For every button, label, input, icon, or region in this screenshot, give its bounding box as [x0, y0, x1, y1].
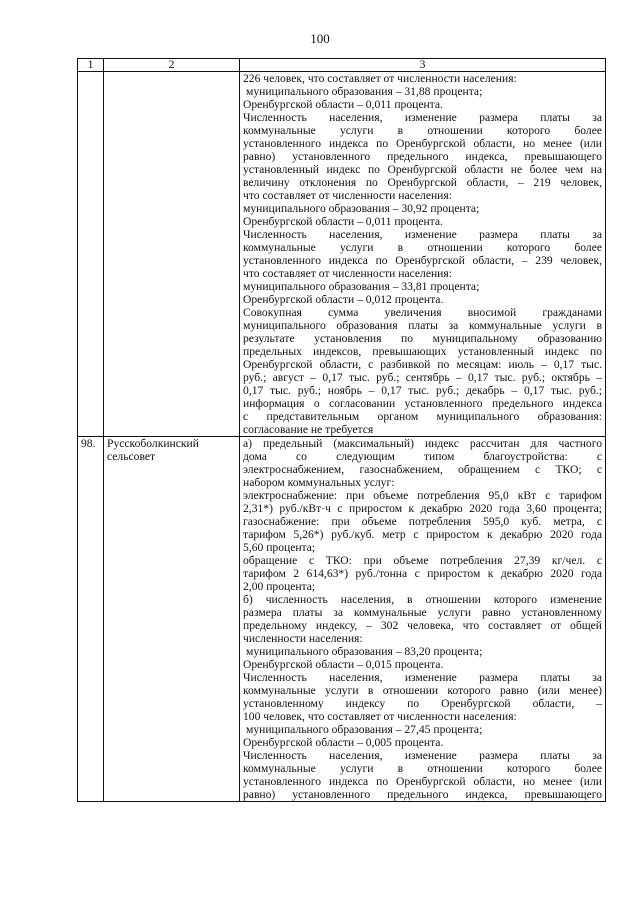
text-line: установленного индекса по Оренбургской области, но менее (или: [243, 137, 602, 150]
text-line: Оренбургской области, с разбивкой по месяцам: июль – 0,17 тыс.: [243, 358, 602, 371]
text-line: коммунальные услуги в отношении которого более: [243, 241, 602, 254]
text-line: муниципального образования – 31,88 процента;: [246, 85, 483, 98]
table-header-row: [78, 59, 606, 72]
text-line: согласование не требуется: [243, 423, 374, 436]
text-line: тарифом 2 614,63*) руб./тонна с приростом к декабрю 2020 года: [243, 567, 602, 580]
text-line: б) численность населения, в отношении которого изменение: [243, 593, 602, 606]
text-line: коммунальные услуги в отношении которого более: [243, 124, 602, 137]
document-table: [77, 58, 606, 802]
text-line: муниципального образования – 33,81 процента;: [243, 280, 480, 293]
text-line: 2,31*) руб./кВт·ч с приростом к декабрю 2020 года 3,60 процента;: [243, 502, 602, 515]
text-line: 2,00 процента;: [243, 580, 316, 593]
text-line: что составляет от численности населения:: [243, 267, 452, 280]
text-line: предельному индексу, – 302 человека, что составляет от общей: [243, 619, 602, 632]
row-98-description-cell: [240, 437, 606, 802]
text-line: результате установления по муниципальному образованию: [243, 332, 602, 345]
text-line: коммунальные услуги в отношении которого более: [243, 762, 602, 775]
text-line: обращение с ТКО: при объеме потребления 27,39 кг/чел. с: [243, 554, 602, 567]
row-number: 98.: [78, 437, 104, 802]
text-line: информация о согласовании установленного предельного индекса: [243, 397, 602, 410]
text-line: равно) установленного предельного индекса, превышающего: [243, 788, 602, 801]
text-line: предельных индексов, превышающих установленный индекс по: [243, 345, 602, 358]
text-line: электроснабжение: при объеме потребления 95,0 кВт с тарифом: [243, 489, 602, 502]
text-line: равно) установленного предельного индекса, превышающего: [243, 150, 602, 163]
text-line: муниципального образования платы за коммунальные услуги в: [243, 319, 602, 332]
text-line: набором коммунальных услуг:: [243, 476, 395, 489]
text-line: Оренбургской области – 0,011 процента.: [243, 98, 443, 111]
text-line: Численность населения, изменение размера платы за: [243, 111, 602, 124]
text-line: 0,17 тыс. руб.; ноябрь – 0,17 тыс. руб.; декабрь – 0,17 тыс. руб.;: [243, 384, 602, 397]
header-col-2: 2: [104, 59, 240, 72]
prev-description-cell: [240, 72, 606, 437]
text-line: 226 человек, что составляет от численности населения:: [243, 72, 517, 85]
text-line: установленный индекс по Оренбургской области не более чем на: [243, 163, 602, 176]
text-line: газоснабжение: при объеме потребления 595,0 куб. метра, с: [243, 515, 602, 528]
municipality-name: Русскоболкинский сельсовет: [104, 437, 240, 802]
text-line: 5,60 процента;: [243, 541, 316, 554]
text-line: дома со следующим типом благоустройства: с: [243, 450, 602, 463]
text-line: что составляет от численности населения:: [243, 189, 452, 202]
text-line: тарифом 5,26*) руб./куб. метр с приростом к декабрю 2020 года: [243, 528, 602, 541]
text-line: муниципального образования – 30,92 процента;: [243, 202, 480, 215]
text-line: Численность населения, изменение размера платы за: [243, 671, 602, 684]
text-line: Оренбургской области – 0,011 процента.: [243, 215, 443, 228]
text-line: Оренбургской области – 0,015 процента.: [243, 658, 444, 671]
text-line: установленного индекса по Оренбургской области, – 239 человек,: [243, 254, 602, 267]
table-row-98: [78, 437, 606, 802]
text-line: установленному индексу по Оренбургской области, –: [243, 697, 602, 710]
text-line: Оренбургской области – 0,012 процента.: [243, 293, 444, 306]
text-line: Численность населения, изменение размера платы за: [243, 749, 602, 762]
text-line: размера платы за коммунальные услуги равно установленному: [243, 606, 602, 619]
text-line: с представительным органом муниципального образования:: [243, 410, 602, 423]
table-row-previous: [78, 72, 606, 437]
text-line: электроснабжением, газоснабжением, обращением с ТКО; с: [243, 463, 602, 476]
header-col-1: 1: [78, 59, 104, 72]
text-line: а) предельный (максимальный) индекс рассчитан для частного: [243, 437, 602, 450]
header-col-3: 3: [240, 59, 606, 72]
text-line: Оренбургской области – 0,005 процента.: [243, 736, 444, 749]
text-line: муниципального образования – 83,20 процента;: [246, 645, 483, 658]
page-number: 100: [310, 31, 330, 46]
text-line: величину отклонения по Оренбургской области, – 219 человек,: [243, 176, 602, 189]
text-line: Совокупная сумма увеличения вносимой гражданами: [243, 306, 602, 319]
text-line: численности населения:: [243, 632, 363, 645]
prev-name-cell: [104, 72, 240, 437]
text-line: руб.; август – 0,17 тыс. руб.; сентябрь – 0,17 тыс. руб.; октябрь –: [243, 371, 602, 384]
text-line: установленного индекса по Оренбургской области, но менее (или: [243, 775, 602, 788]
text-line: муниципального образования – 27,45 процента;: [246, 723, 483, 736]
prev-number-cell: [78, 72, 104, 437]
text-line: Численность населения, изменение размера платы за: [243, 228, 602, 241]
text-line: 100 человек, что составляет от численности населения:: [243, 710, 517, 723]
text-line: коммунальные услуги в отношении которого равно (или менее): [243, 684, 602, 697]
